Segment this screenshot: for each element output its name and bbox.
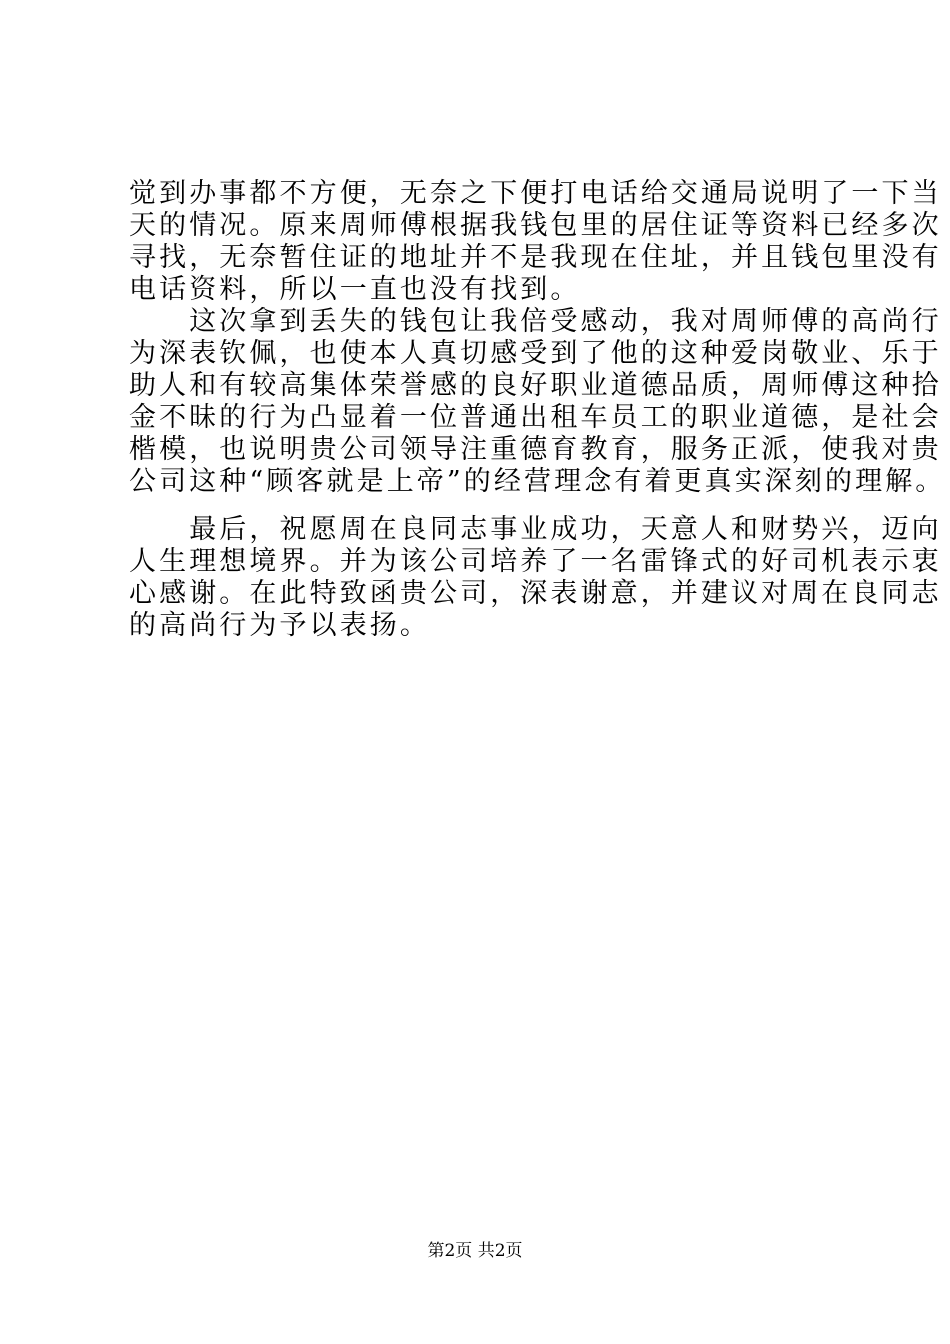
text-line: 寻找，无奈暂住证的地址并不是我现在住址，并且钱包里没有 (129, 242, 942, 273)
text-line: 天的情况。原来周师傅根据我钱包里的居住证等资料已经多次 (129, 210, 942, 241)
text-line: 公司这种“顾客就是上帝”的经营理念有着更真实深刻的理解。 (129, 466, 946, 497)
text-line: 最后，祝愿周在良同志事业成功，天意人和财势兴，迈向 (129, 514, 942, 545)
text-line: 人生理想境界。并为该公司培养了一名雷锋式的好司机表示衷 (129, 546, 942, 577)
text-line: 觉到办事都不方便，无奈之下便打电话给交通局说明了一下当 (129, 178, 942, 209)
text-line: 为深表钦佩，也使本人真切感受到了他的这种爱岗敬业、乐于 (129, 338, 942, 369)
text-line: 这次拿到丢失的钱包让我倍受感动，我对周师傅的高尚行 (129, 306, 942, 337)
text-line: 楷模，也说明贵公司领导注重德育教育，服务正派，使我对贵 (129, 434, 942, 465)
text-line: 金不昧的行为凸显着一位普通出租车员工的职业道德，是社会 (129, 402, 942, 433)
page-number-footer: 第2页 共2页 (427, 1241, 523, 1261)
text-line: 心感谢。在此特致函贵公司，深表谢意，并建议对周在良同志 (129, 578, 942, 609)
text-line: 助人和有较高集体荣誉感的良好职业道德品质，周师傅这种拾 (129, 370, 942, 401)
text-line: 电话资料，所以一直也没有找到。 (129, 274, 581, 305)
text-line: 的高尚行为予以表扬。 (129, 610, 430, 641)
